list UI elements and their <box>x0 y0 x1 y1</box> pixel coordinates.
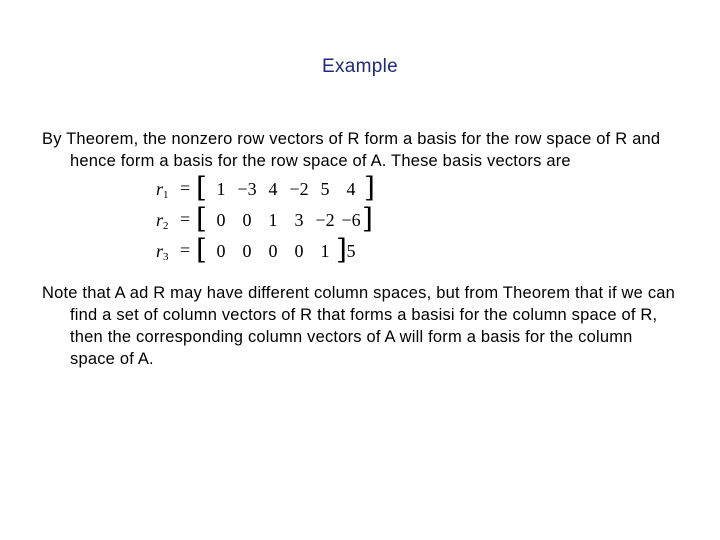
paragraph-basis-intro: By Theorem, the nonzero row vectors of R form a basis for the row space of R and hence form a basis for the row space of A. These basis vectors are <box>42 130 661 170</box>
vector-entry: 0 <box>294 241 304 261</box>
vector-entry: −2 <box>315 210 335 230</box>
vector-entry: 5 <box>346 241 356 261</box>
vector-entries <box>208 210 364 231</box>
vector-entry: 5 <box>320 179 330 199</box>
right-bracket: ] <box>362 202 373 235</box>
left-bracket: [ <box>196 233 207 266</box>
left-bracket: [ <box>196 202 207 235</box>
vector-entry: −6 <box>341 210 361 230</box>
vector-label: $r_2$ <box>156 210 169 232</box>
vector-entry: 4 <box>346 179 356 199</box>
equals-sign: = <box>180 240 191 260</box>
vector-entry: 0 <box>216 210 226 230</box>
vector-entry: 0 <box>268 241 278 261</box>
equals-sign: = <box>180 209 191 229</box>
equals-sign: = <box>180 178 191 198</box>
vector-entry: 1 <box>320 241 330 261</box>
vector-entry: 0 <box>242 210 252 230</box>
vector-entries <box>208 179 364 200</box>
paragraph-column-space-note: Note that A ad R may have different column spaces, but from Theorem that if we can find a set of column vectors of R that forms a basisi for the column space of R, then the corresponding column vectors of A will form a basis for the column space of A. <box>42 284 676 368</box>
vector-entry: 3 <box>294 210 304 230</box>
vector-label: $r_1$ <box>156 179 169 201</box>
vector-entry: −3 <box>237 179 257 199</box>
vector-entry: 0 <box>216 241 226 261</box>
right-bracket: ] <box>364 171 375 204</box>
vector-entry: 0 <box>242 241 252 261</box>
vector-entry: 4 <box>268 179 278 199</box>
vector-entry: 1 <box>216 179 226 199</box>
right-bracket: ] <box>336 233 347 266</box>
slide-title: Example <box>321 56 399 77</box>
left-bracket: [ <box>196 171 207 204</box>
vector-entry: 1 <box>268 210 278 230</box>
vector-entry: −2 <box>289 179 309 199</box>
vector-label: $r_3$ <box>156 241 169 263</box>
